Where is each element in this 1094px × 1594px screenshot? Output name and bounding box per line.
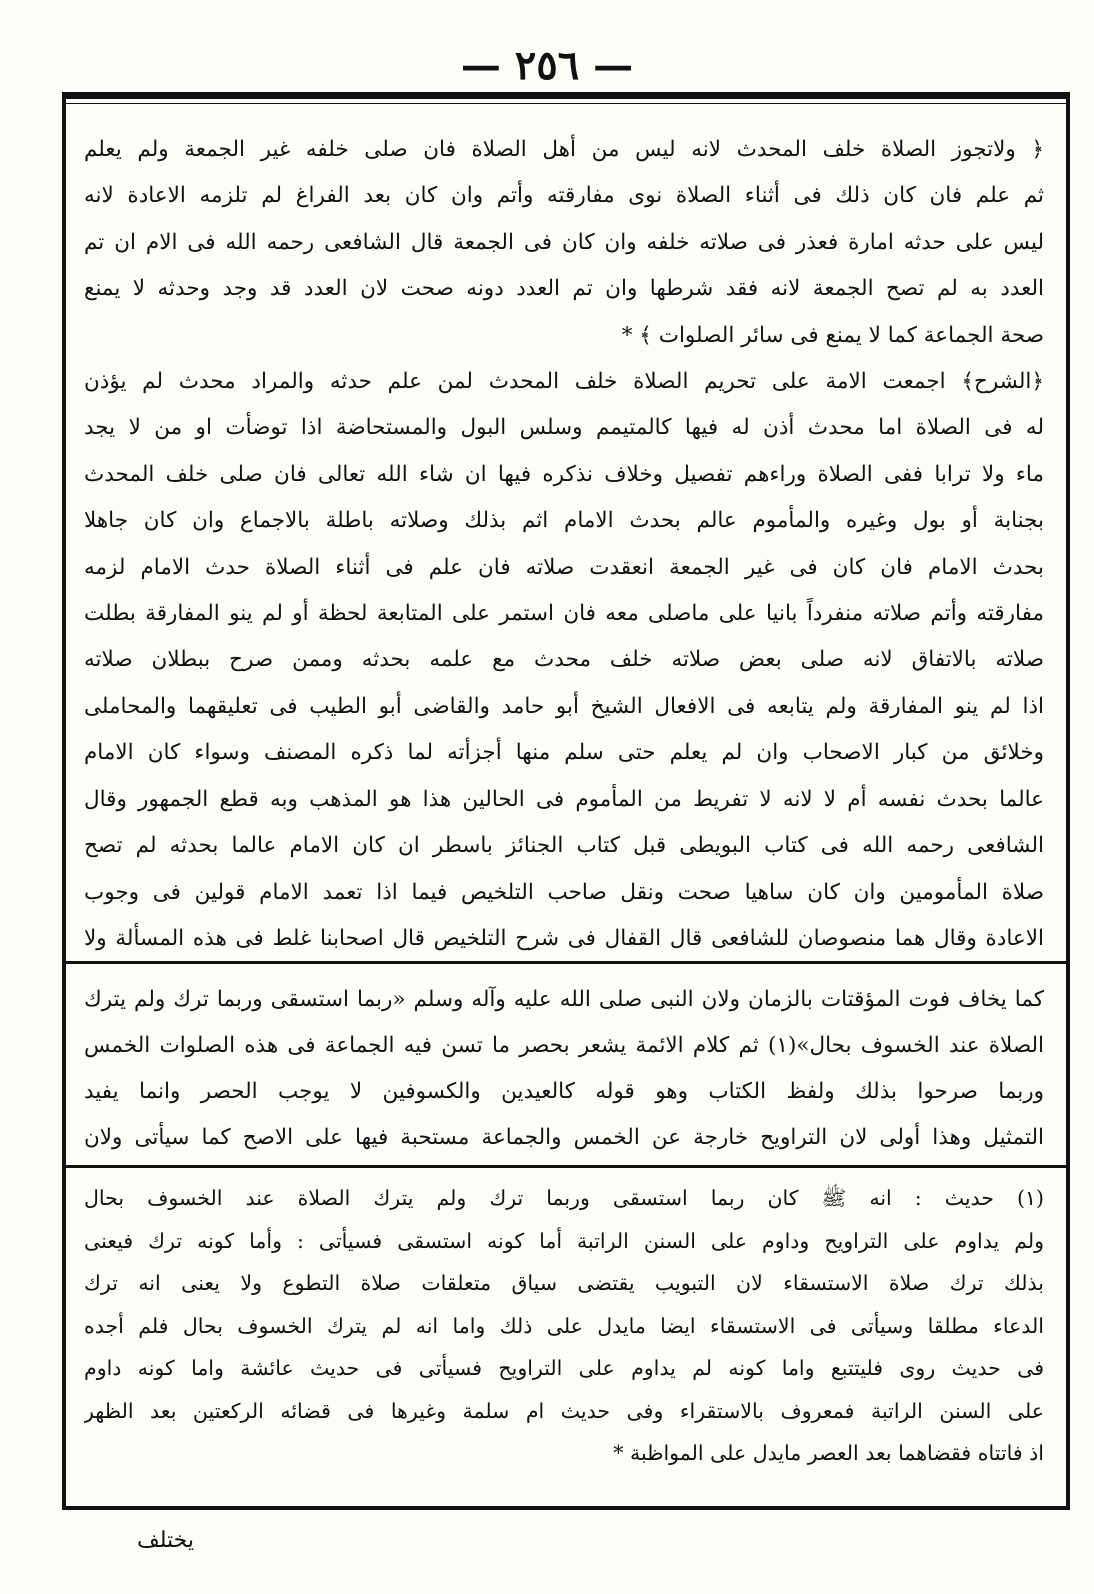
text-line: الاعادة وقال هما منصوصان للشافعى قال القفال فى شرح التلخيص قال اصحابنا غلط فى هذه المسألة ولا: [84, 925, 1044, 951]
text-line: التمثيل وهذا أولى لان التراويح خارجة عن الخمس والجماعة مستحبة فيها على الاصح كما سيأتى ولان: [84, 1125, 1044, 1150]
text-line: له فى الصلاة اما محدث أذن له فيها كالمتيمم وسلس البول والمستحاضة اذا توضأت او من لا يجد: [84, 415, 1044, 441]
text-line: وربما صرحوا بذلك ولفظ الكتاب وهو قوله كالعيدين والكسوفين لا يوجب الحصر وانما يفيد: [84, 1079, 1044, 1104]
footnote-line: فى حديث روى فليتتبع واما كونه لم يداوم على التراويح فسيأتى فى حديث عائشة واما كونه داوم: [84, 1356, 1044, 1380]
text-line: كما يخاف فوت المؤقتات بالزمان ولان النبى صلى الله عليه وآله وسلم «ربما استسقى وربما ترك ولم يترك: [84, 987, 1044, 1012]
text-line: ثم علم فان كان ذلك فى أثناء الصلاة نوى مفارقته وأتم وان كان بعد الفراغ لم تلزمه الاعادة لانه: [84, 183, 1044, 209]
text-line: وخلائق من كبار الاصحاب وان لم يعلم حتى سلم منها أجزأته لما ذكره المصنف وسواء كان الامام: [84, 740, 1044, 766]
footnote-line: بذلك ترك صلاة الاستسقاء لان التبويب يقتضى سياق متعلقات صلاة التطوع ولا يعنى انه ترك: [84, 1271, 1044, 1295]
text-line: ﴿الشرح﴾ اجمعت الامة على تحريم الصلاة خلف المحدث لمن علم حدثه والمراد محدث لم يؤذن: [84, 369, 1044, 395]
text-line: ليس على حدثه امارة فعذر فى صلاته خلفه وان كان فى الجمعة قال الشافعى رحمه الله فى الام ان تم: [84, 229, 1044, 255]
text-line: بجنابة أو بول وغيره والمأموم عالم بحدث الامام اثم بذلك وصلاته باطلة بالاجماع وان كان جاهلا: [84, 508, 1044, 534]
text-line: ماء ولا ترابا ففى الصلاة وراءهم تفصيل وخلاف نذكره فيها ان شاء الله تعالى فان صلى خلف المحدث: [84, 461, 1044, 487]
text-line: صلاته بالاتفاق لانه صلى بعض صلاته خلف محدث مع علمه بحدثه وممن صرح ببطلان صلاته: [84, 647, 1044, 673]
commentary-text: [84, 977, 1044, 1161]
footnote-text: [84, 1177, 1044, 1475]
footnote-line: على السنن الراتبة فمعروف بالاستقراء وفى حديث ام سلمة وغيرها فى قضائه الركعتين بعد الظهر: [84, 1398, 1044, 1423]
text-line: الشافعى رحمه الله فى كتاب البويطى قبل كتاب الجنائز باسطر ان كان الامام عالما بحدثه لم تصح: [84, 833, 1044, 859]
catchword: يختلف: [136, 1528, 194, 1553]
text-line: عالما بحدث نفسه أم لا لانه لا تفريط من المأموم فى الحالين هذا هو المذهب وبه قطع الجمهور وقال: [84, 786, 1044, 812]
footnote-line: اذ فاتتاه فقضاهما بعد العصر مايدل على المواظبة *: [613, 1441, 1044, 1465]
footnote-line: (١) حديث : انه ﷺ كان ربما استسقى وربما ترك ولم يترك الصلاة عند الخسوف بحال: [84, 1186, 1044, 1210]
text-line: العدد به لم تصح الجمعة لانه فقد شرطها وان تم العدد دونه صحت لان العدد قد وجد وحدثه لا يمنع: [84, 276, 1044, 302]
page-number: — ٢٥٦ —: [460, 42, 634, 89]
text-line: مفارقته وأتم صلاته منفرداً بانيا على ماصلى معه فان استمر على المتابعة لحظة أو لم ينو المفارقة بطلت: [84, 601, 1044, 627]
section-divider: [66, 961, 1066, 964]
text-line: اذا لم ينو المفارقة ولم يتابعه فى الافعال الشيخ أبو حامد والقاضى أبو الطيب فى تعليقهما والمحاملى: [84, 693, 1044, 719]
footnote-line: ولم يداوم على التراويح وداوم على السنن الراتبة أما كونه استسقى فسيأتى : وأما كونه ترك فيعنى: [84, 1228, 1044, 1253]
footnote-divider: [66, 1165, 1066, 1168]
text-frame: [62, 92, 1070, 1510]
text-line: الصلاة عند الخسوف بحال»(١) ثم كلام الائمة يشعر بحصر ما تسن فيه الجماعة فى هذه الصلوات الخمس: [84, 1033, 1044, 1058]
footnote-line: الدعاء مطلقا وسيأتى فى الاستسقاء ايضا مايدل على ذلك واما انه لم يترك الخسوف بحال فلم أجده: [84, 1313, 1044, 1338]
text-line: صلاة المأمومين وان كان ساهيا صحت ونقل صاحب التلخيص فيما اذا تعمد الامام قولين فى وجوب: [84, 879, 1044, 905]
main-text: [84, 127, 1044, 962]
text-line: ﴿ ولاتجوز الصلاة خلف المحدث لانه ليس من أهل الصلاة فان صلى خلفه غير الجمعة ولم يعلم: [84, 137, 1044, 162]
text-line: صحة الجماعة كما لا يمنع فى سائر الصلوات ﴾ *: [621, 322, 1044, 348]
text-line: بحدث الامام فان كان فى غير الجمعة انعقدت صلاته فان علم فى أثناء الصلاة حدث الامام لزمه: [84, 554, 1044, 580]
